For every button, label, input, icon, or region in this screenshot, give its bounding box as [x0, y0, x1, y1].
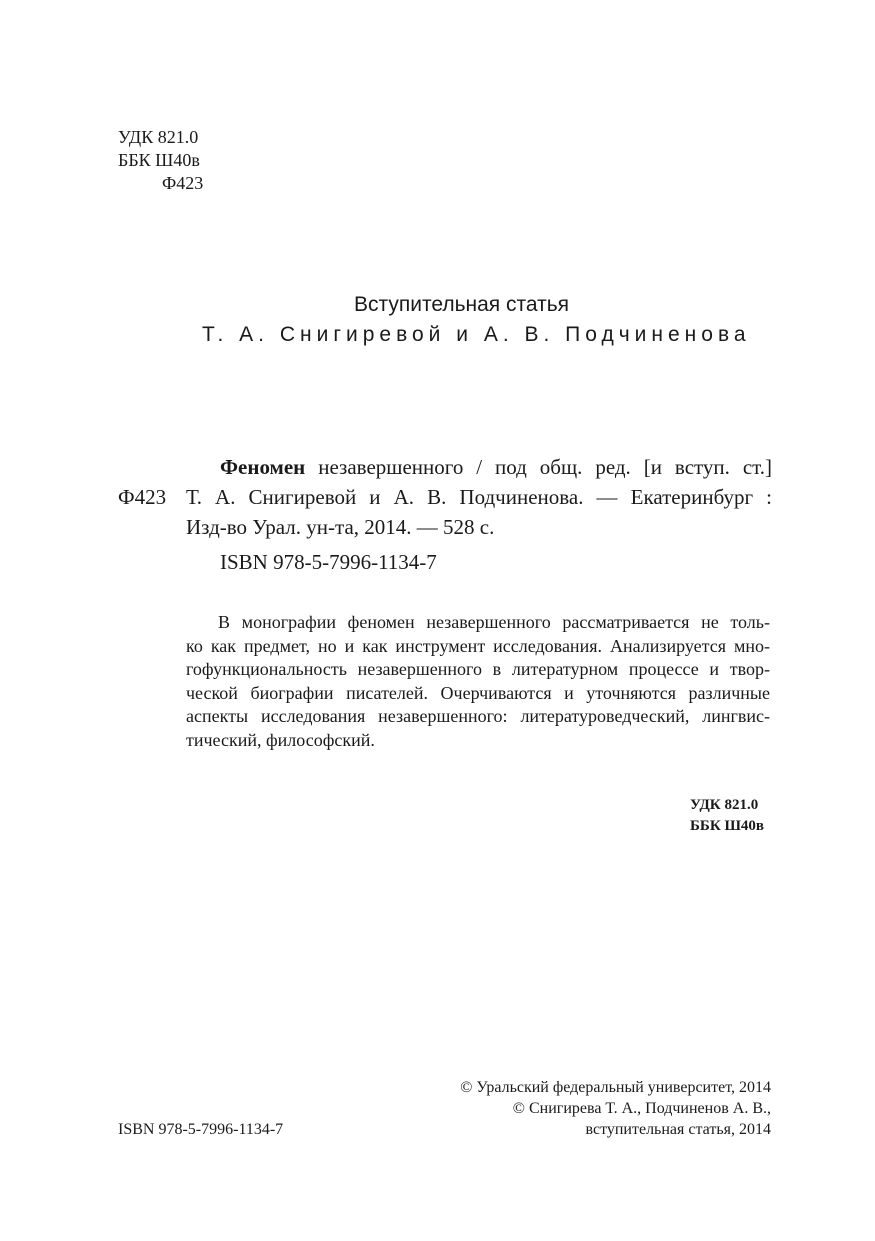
footer-isbn: ISBN 978-5-7996-1134-7: [118, 1121, 284, 1138]
intro-title: Вступительная статья: [354, 293, 570, 316]
biblio-line-2-text: Т. А. Снигиревой и А. В. Подчиненова. — Екатеринбург :: [186, 485, 772, 509]
biblio-line-3-text: Изд-во Урал. ун-та, 2014. — 528 с.: [186, 515, 495, 539]
classification-codes: [690, 795, 764, 837]
abstract: [186, 611, 770, 752]
author-mark: Ф423: [162, 173, 204, 193]
abstract-line: аспекты исследования незавершенного: литературоведческий, лингвис-: [186, 706, 770, 726]
abstract-line: ческой биографии писателей. Очерчиваются и уточняются различные: [186, 682, 770, 703]
udk-code: УДК 821.0: [118, 127, 199, 147]
biblio-line-2: [118, 482, 772, 512]
abstract-line: ко как предмет, но и как инструмент исследования. Анализируется мно-: [186, 635, 770, 656]
copyright-line-2: © Снигирева Т. А., Подчиненов А. В.,: [512, 1100, 771, 1117]
biblio-line-3: [118, 512, 772, 542]
bibliographic-record: [118, 452, 772, 574]
udk-code-bold: УДК 821.0: [690, 797, 759, 813]
abstract-line: В монографии феномен незавершенного рассматривается не толь-: [218, 612, 770, 632]
bbk-code-bold: ББК Ш40в: [690, 818, 765, 834]
abstract-line: тический, философский.: [186, 729, 375, 750]
biblio-author-mark: Ф423: [118, 485, 167, 509]
biblio-isbn: ISBN 978-5-7996-1134-7: [220, 550, 437, 574]
abstract-line: гофункциональность незавершенного в литературном процессе и твор-: [186, 659, 770, 679]
biblio-line-1: [118, 452, 772, 482]
biblio-line-1-text: незавершенного / под общ. ред. [и вступ. ст.]: [305, 455, 772, 479]
catalog-codes: [118, 126, 203, 195]
copyright-line-1: © Уральский федеральный университет, 2014: [460, 1079, 771, 1096]
book-title: Феномен: [220, 455, 306, 479]
intro-authors: Т. А. Снигиревой и А. В. Подчиненова: [202, 323, 751, 346]
copyright-notice: [460, 1077, 771, 1140]
copyright-line-3: вступительная статья, 2014: [585, 1121, 771, 1138]
bbk-code: ББК Ш40в: [118, 150, 200, 170]
